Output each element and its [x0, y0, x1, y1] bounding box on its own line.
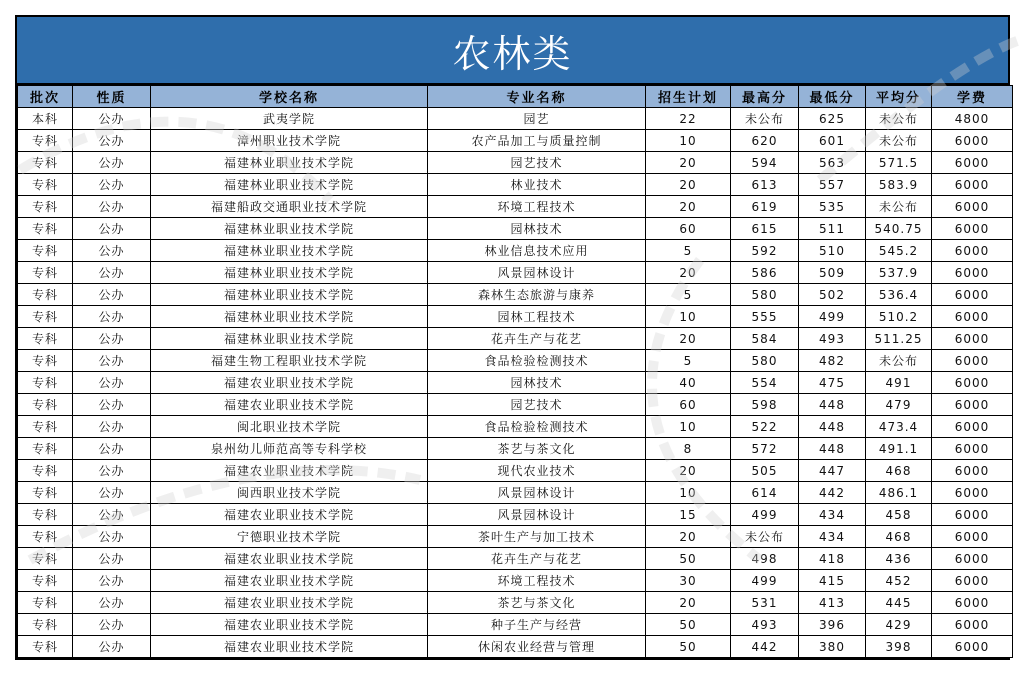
- cell-batch: 专科: [18, 482, 73, 504]
- cell-plan: 40: [646, 372, 731, 394]
- cell-batch: 专科: [18, 152, 73, 174]
- cell-tuition: 6000: [932, 614, 1013, 636]
- cell-plan: 20: [646, 196, 731, 218]
- cell-major: 园艺: [428, 108, 646, 130]
- cell-tuition: 6000: [932, 372, 1013, 394]
- cell-avg-score: 436: [866, 548, 932, 570]
- cell-major: 茶叶生产与加工技术: [428, 526, 646, 548]
- cell-batch: 专科: [18, 438, 73, 460]
- cell-school: 福建农业职业技术学院: [151, 548, 428, 570]
- cell-plan: 8: [646, 438, 731, 460]
- cell-plan: 20: [646, 526, 731, 548]
- cell-major: 林业信息技术应用: [428, 240, 646, 262]
- cell-batch: 专科: [18, 394, 73, 416]
- cell-avg-score: 486.1: [866, 482, 932, 504]
- cell-major: 花卉生产与花艺: [428, 548, 646, 570]
- cell-min-score: 415: [799, 570, 866, 592]
- cell-school: 福建林业职业技术学院: [151, 284, 428, 306]
- cell-school: 福建林业职业技术学院: [151, 174, 428, 196]
- cell-avg-score: 510.2: [866, 306, 932, 328]
- cell-major: 茶艺与茶文化: [428, 438, 646, 460]
- cell-plan: 20: [646, 152, 731, 174]
- cell-max-score: 531: [731, 592, 799, 614]
- table-row: [18, 526, 1013, 548]
- cell-tuition: 6000: [932, 152, 1013, 174]
- cell-min-score: 499: [799, 306, 866, 328]
- table-row: [18, 196, 1013, 218]
- cell-batch: 专科: [18, 196, 73, 218]
- cell-type: 公办: [73, 636, 151, 658]
- table-row: [18, 570, 1013, 592]
- cell-max-score: 572: [731, 438, 799, 460]
- cell-plan: 20: [646, 328, 731, 350]
- cell-major: 风景园林设计: [428, 262, 646, 284]
- cell-plan: 10: [646, 416, 731, 438]
- cell-plan: 30: [646, 570, 731, 592]
- cell-tuition: 6000: [932, 526, 1013, 548]
- table-row: [18, 394, 1013, 416]
- cell-major: 林业技术: [428, 174, 646, 196]
- cell-major: 风景园林设计: [428, 482, 646, 504]
- cell-school: 福建林业职业技术学院: [151, 218, 428, 240]
- cell-type: 公办: [73, 174, 151, 196]
- cell-major: 园林技术: [428, 372, 646, 394]
- cell-plan: 60: [646, 218, 731, 240]
- cell-tuition: 6000: [932, 438, 1013, 460]
- cell-tuition: 6000: [932, 548, 1013, 570]
- cell-min-score: 557: [799, 174, 866, 196]
- cell-avg-score: 468: [866, 460, 932, 482]
- cell-type: 公办: [73, 438, 151, 460]
- cell-min-score: 380: [799, 636, 866, 658]
- cell-plan: 10: [646, 130, 731, 152]
- cell-min-score: 442: [799, 482, 866, 504]
- cell-type: 公办: [73, 152, 151, 174]
- cell-avg-score: 未公布: [866, 108, 932, 130]
- cell-min-score: 448: [799, 438, 866, 460]
- cell-max-score: 未公布: [731, 108, 799, 130]
- cell-school: 福建农业职业技术学院: [151, 614, 428, 636]
- cell-avg-score: 511.25: [866, 328, 932, 350]
- cell-batch: 专科: [18, 350, 73, 372]
- cell-major: 花卉生产与花艺: [428, 328, 646, 350]
- cell-batch: 专科: [18, 372, 73, 394]
- cell-type: 公办: [73, 504, 151, 526]
- cell-avg-score: 468: [866, 526, 932, 548]
- cell-avg-score: 452: [866, 570, 932, 592]
- cell-school: 福建林业职业技术学院: [151, 328, 428, 350]
- cell-school: 福建农业职业技术学院: [151, 592, 428, 614]
- cell-batch: 专科: [18, 328, 73, 350]
- cell-max-score: 554: [731, 372, 799, 394]
- cell-batch: 专科: [18, 284, 73, 306]
- cell-max-score: 580: [731, 284, 799, 306]
- cell-max-score: 580: [731, 350, 799, 372]
- table-row: [18, 152, 1013, 174]
- cell-type: 公办: [73, 570, 151, 592]
- cell-type: 公办: [73, 482, 151, 504]
- cell-school: 福建农业职业技术学院: [151, 636, 428, 658]
- cell-major: 风景园林设计: [428, 504, 646, 526]
- cell-school: 福建林业职业技术学院: [151, 240, 428, 262]
- cell-major: 食品检验检测技术: [428, 416, 646, 438]
- cell-major: 食品检验检测技术: [428, 350, 646, 372]
- cell-avg-score: 未公布: [866, 350, 932, 372]
- cell-type: 公办: [73, 416, 151, 438]
- cell-max-score: 493: [731, 614, 799, 636]
- cell-min-score: 535: [799, 196, 866, 218]
- cell-batch: 专科: [18, 504, 73, 526]
- cell-tuition: 6000: [932, 504, 1013, 526]
- cell-plan: 20: [646, 592, 731, 614]
- cell-school: 闽北职业技术学院: [151, 416, 428, 438]
- cell-tuition: 6000: [932, 130, 1013, 152]
- cell-min-score: 502: [799, 284, 866, 306]
- cell-plan: 22: [646, 108, 731, 130]
- table-row: [18, 174, 1013, 196]
- cell-avg-score: 未公布: [866, 130, 932, 152]
- cell-plan: 10: [646, 482, 731, 504]
- cell-tuition: 6000: [932, 196, 1013, 218]
- table-row: [18, 240, 1013, 262]
- cell-batch: 专科: [18, 218, 73, 240]
- cell-school: 福建林业职业技术学院: [151, 262, 428, 284]
- table-row: [18, 614, 1013, 636]
- cell-type: 公办: [73, 372, 151, 394]
- table-row: [18, 482, 1013, 504]
- cell-tuition: 6000: [932, 284, 1013, 306]
- cell-type: 公办: [73, 306, 151, 328]
- table-row: [18, 636, 1013, 658]
- cell-plan: 50: [646, 636, 731, 658]
- cell-tuition: 6000: [932, 328, 1013, 350]
- cell-tuition: 6000: [932, 394, 1013, 416]
- table-row: [18, 306, 1013, 328]
- cell-tuition: 6000: [932, 416, 1013, 438]
- cell-min-score: 413: [799, 592, 866, 614]
- cell-batch: 专科: [18, 614, 73, 636]
- cell-batch: 专科: [18, 636, 73, 658]
- cell-avg-score: 473.4: [866, 416, 932, 438]
- cell-major: 环境工程技术: [428, 196, 646, 218]
- header-row: [18, 86, 1013, 108]
- cell-batch: 专科: [18, 570, 73, 592]
- cell-type: 公办: [73, 284, 151, 306]
- cell-major: 种子生产与经营: [428, 614, 646, 636]
- cell-type: 公办: [73, 350, 151, 372]
- cell-tuition: 6000: [932, 482, 1013, 504]
- cell-min-score: 434: [799, 504, 866, 526]
- cell-tuition: 6000: [932, 592, 1013, 614]
- cell-max-score: 619: [731, 196, 799, 218]
- cell-tuition: 4800: [932, 108, 1013, 130]
- cell-max-score: 555: [731, 306, 799, 328]
- cell-avg-score: 537.9: [866, 262, 932, 284]
- cell-tuition: 6000: [932, 262, 1013, 284]
- cell-min-score: 625: [799, 108, 866, 130]
- cell-batch: 本科: [18, 108, 73, 130]
- cell-avg-score: 540.75: [866, 218, 932, 240]
- cell-avg-score: 536.4: [866, 284, 932, 306]
- table-row: [18, 108, 1013, 130]
- cell-type: 公办: [73, 526, 151, 548]
- cell-major: 休闲农业经营与管理: [428, 636, 646, 658]
- cell-plan: 5: [646, 240, 731, 262]
- cell-plan: 20: [646, 460, 731, 482]
- cell-avg-score: 445: [866, 592, 932, 614]
- cell-plan: 20: [646, 262, 731, 284]
- cell-tuition: 6000: [932, 218, 1013, 240]
- column-header-school: 学校名称: [151, 86, 428, 108]
- cell-avg-score: 545.2: [866, 240, 932, 262]
- column-header-batch: 批次: [18, 86, 73, 108]
- cell-batch: 专科: [18, 460, 73, 482]
- cell-min-score: 511: [799, 218, 866, 240]
- table-row: [18, 262, 1013, 284]
- admission-table-sheet: [15, 15, 1010, 660]
- cell-type: 公办: [73, 218, 151, 240]
- cell-major: 园林工程技术: [428, 306, 646, 328]
- cell-max-score: 584: [731, 328, 799, 350]
- cell-max-score: 522: [731, 416, 799, 438]
- cell-batch: 专科: [18, 174, 73, 196]
- cell-max-score: 613: [731, 174, 799, 196]
- cell-min-score: 482: [799, 350, 866, 372]
- cell-school: 闽西职业技术学院: [151, 482, 428, 504]
- table-row: [18, 218, 1013, 240]
- cell-tuition: 6000: [932, 240, 1013, 262]
- column-header-avg-score: 平均分: [866, 86, 932, 108]
- column-header-min-score: 最低分: [799, 86, 866, 108]
- cell-tuition: 6000: [932, 306, 1013, 328]
- cell-max-score: 未公布: [731, 526, 799, 548]
- cell-major: 园艺技术: [428, 394, 646, 416]
- cell-major: 农产品加工与质量控制: [428, 130, 646, 152]
- table-row: [18, 592, 1013, 614]
- cell-avg-score: 未公布: [866, 196, 932, 218]
- table-row: [18, 504, 1013, 526]
- cell-avg-score: 398: [866, 636, 932, 658]
- table-row: [18, 416, 1013, 438]
- cell-major: 森林生态旅游与康养: [428, 284, 646, 306]
- cell-plan: 15: [646, 504, 731, 526]
- cell-school: 泉州幼儿师范高等专科学校: [151, 438, 428, 460]
- table-row: [18, 328, 1013, 350]
- table-row: [18, 438, 1013, 460]
- cell-max-score: 498: [731, 548, 799, 570]
- cell-tuition: 6000: [932, 460, 1013, 482]
- cell-type: 公办: [73, 130, 151, 152]
- cell-school: 漳州职业技术学院: [151, 130, 428, 152]
- cell-min-score: 418: [799, 548, 866, 570]
- cell-type: 公办: [73, 262, 151, 284]
- column-header-plan: 招生计划: [646, 86, 731, 108]
- cell-batch: 专科: [18, 548, 73, 570]
- cell-batch: 专科: [18, 130, 73, 152]
- cell-min-score: 447: [799, 460, 866, 482]
- cell-school: 福建船政交通职业技术学院: [151, 196, 428, 218]
- cell-avg-score: 479: [866, 394, 932, 416]
- cell-plan: 50: [646, 548, 731, 570]
- cell-max-score: 499: [731, 570, 799, 592]
- cell-plan: 60: [646, 394, 731, 416]
- cell-school: 福建林业职业技术学院: [151, 306, 428, 328]
- cell-school: 福建农业职业技术学院: [151, 570, 428, 592]
- cell-max-score: 499: [731, 504, 799, 526]
- cell-avg-score: 571.5: [866, 152, 932, 174]
- admission-table: [17, 85, 1013, 658]
- cell-major: 园艺技术: [428, 152, 646, 174]
- cell-plan: 5: [646, 284, 731, 306]
- cell-min-score: 493: [799, 328, 866, 350]
- cell-plan: 10: [646, 306, 731, 328]
- cell-major: 茶艺与茶文化: [428, 592, 646, 614]
- cell-type: 公办: [73, 614, 151, 636]
- cell-max-score: 620: [731, 130, 799, 152]
- table-row: [18, 284, 1013, 306]
- cell-school: 武夷学院: [151, 108, 428, 130]
- cell-major: 环境工程技术: [428, 570, 646, 592]
- table-title: 农林类: [17, 17, 1008, 85]
- column-header-major: 专业名称: [428, 86, 646, 108]
- cell-min-score: 448: [799, 394, 866, 416]
- cell-batch: 专科: [18, 240, 73, 262]
- cell-tuition: 6000: [932, 174, 1013, 196]
- cell-school: 福建林业职业技术学院: [151, 152, 428, 174]
- cell-min-score: 396: [799, 614, 866, 636]
- cell-type: 公办: [73, 196, 151, 218]
- cell-type: 公办: [73, 592, 151, 614]
- cell-batch: 专科: [18, 262, 73, 284]
- cell-max-score: 592: [731, 240, 799, 262]
- cell-school: 福建农业职业技术学院: [151, 372, 428, 394]
- cell-max-score: 442: [731, 636, 799, 658]
- cell-plan: 20: [646, 174, 731, 196]
- cell-min-score: 563: [799, 152, 866, 174]
- cell-max-score: 594: [731, 152, 799, 174]
- cell-batch: 专科: [18, 526, 73, 548]
- cell-type: 公办: [73, 328, 151, 350]
- cell-max-score: 505: [731, 460, 799, 482]
- cell-avg-score: 429: [866, 614, 932, 636]
- cell-max-score: 598: [731, 394, 799, 416]
- cell-batch: 专科: [18, 592, 73, 614]
- cell-tuition: 6000: [932, 570, 1013, 592]
- cell-min-score: 601: [799, 130, 866, 152]
- column-header-tuition: 学费: [932, 86, 1013, 108]
- cell-max-score: 586: [731, 262, 799, 284]
- cell-type: 公办: [73, 108, 151, 130]
- cell-type: 公办: [73, 548, 151, 570]
- cell-school: 福建农业职业技术学院: [151, 394, 428, 416]
- cell-major: 现代农业技术: [428, 460, 646, 482]
- cell-max-score: 614: [731, 482, 799, 504]
- cell-avg-score: 491.1: [866, 438, 932, 460]
- table-row: [18, 372, 1013, 394]
- cell-type: 公办: [73, 394, 151, 416]
- cell-min-score: 475: [799, 372, 866, 394]
- cell-batch: 专科: [18, 416, 73, 438]
- table-row: [18, 548, 1013, 570]
- cell-type: 公办: [73, 460, 151, 482]
- cell-type: 公办: [73, 240, 151, 262]
- cell-plan: 5: [646, 350, 731, 372]
- cell-tuition: 6000: [932, 350, 1013, 372]
- cell-avg-score: 583.9: [866, 174, 932, 196]
- cell-avg-score: 458: [866, 504, 932, 526]
- cell-batch: 专科: [18, 306, 73, 328]
- cell-tuition: 6000: [932, 636, 1013, 658]
- cell-school: 福建农业职业技术学院: [151, 460, 428, 482]
- cell-min-score: 448: [799, 416, 866, 438]
- cell-school: 福建农业职业技术学院: [151, 504, 428, 526]
- cell-school: 福建生物工程职业技术学院: [151, 350, 428, 372]
- table-row: [18, 460, 1013, 482]
- table-row: [18, 350, 1013, 372]
- cell-min-score: 509: [799, 262, 866, 284]
- table-row: [18, 130, 1013, 152]
- cell-school: 宁德职业技术学院: [151, 526, 428, 548]
- column-header-type: 性质: [73, 86, 151, 108]
- cell-max-score: 615: [731, 218, 799, 240]
- cell-major: 园林技术: [428, 218, 646, 240]
- cell-min-score: 510: [799, 240, 866, 262]
- cell-plan: 50: [646, 614, 731, 636]
- cell-min-score: 434: [799, 526, 866, 548]
- cell-avg-score: 491: [866, 372, 932, 394]
- column-header-max-score: 最高分: [731, 86, 799, 108]
